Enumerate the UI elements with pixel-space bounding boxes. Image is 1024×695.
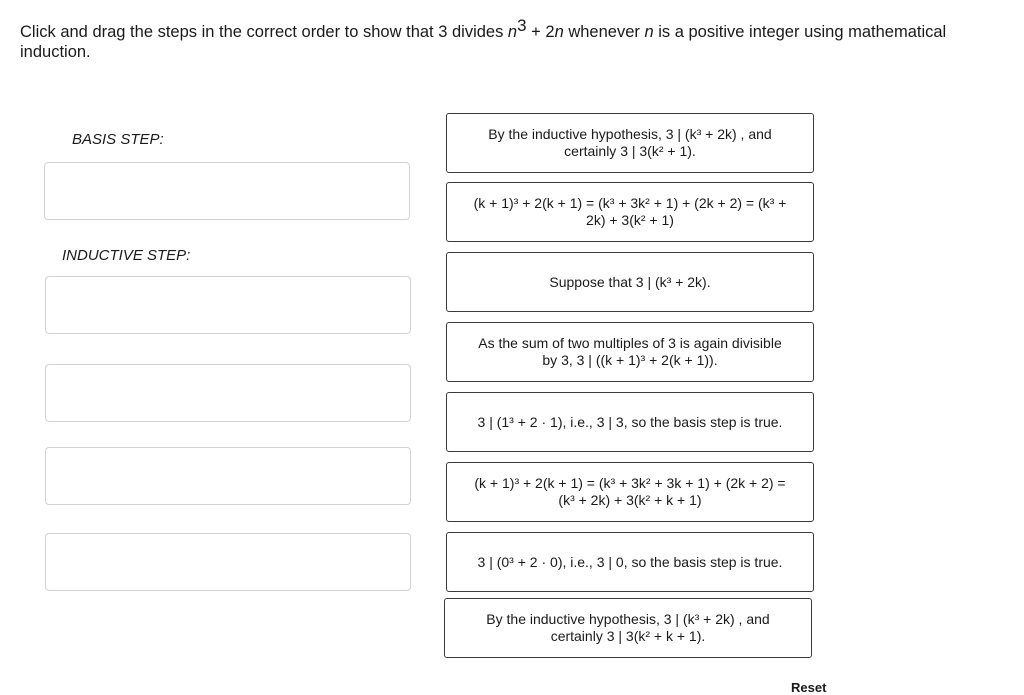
card-text-line: As the sum of two multiples of 3 is again divisible: [478, 335, 782, 351]
draggable-step-card[interactable]: [446, 392, 814, 452]
prompt-exponent: 3: [517, 16, 527, 35]
draggable-step-card[interactable]: [446, 462, 814, 522]
prompt-text: is a positive integer using mathematical induction.: [20, 23, 947, 61]
basis-step-label: BASIS STEP:: [72, 131, 164, 148]
inductive-step-dropzone-1[interactable]: [45, 276, 411, 334]
draggable-step-card[interactable]: [446, 252, 814, 312]
prompt-variable-n: n: [644, 23, 654, 41]
draggable-step-card[interactable]: [446, 182, 814, 242]
prompt-variable-n: n: [554, 23, 564, 41]
card-text-line: by 3, 3 | ((k + 1)³ + 2(k + 1)).: [542, 352, 718, 368]
card-text-line: (k + 1)³ + 2(k + 1) = (k³ + 3k² + 3k + 1) + (2k + 2) =: [474, 475, 786, 491]
question-prompt: [20, 16, 1000, 62]
prompt-text: Click and drag the steps in the correct order to show that 3 divides: [20, 23, 508, 41]
inductive-step-dropzone-4[interactable]: [45, 533, 411, 591]
draggable-step-card[interactable]: [446, 113, 814, 173]
basis-step-dropzone[interactable]: [44, 162, 410, 220]
prompt-variable-n: n: [507, 23, 518, 41]
card-text-line: certainly 3 | 3(k² + k + 1).: [550, 628, 706, 644]
card-text-line: certainly 3 | 3(k² + 1).: [564, 143, 696, 159]
prompt-text: + 2: [526, 23, 555, 41]
reset-button[interactable]: Reset: [791, 680, 827, 695]
card-text-line: (k + 1)³ + 2(k + 1) = (k³ + 3k² + 1) + (2k + 2) = (k³ +: [473, 195, 787, 211]
draggable-step-card[interactable]: [446, 532, 814, 592]
card-text-line: 3 | (1³ + 2 · 1), i.e., 3 | 3, so the basis step is true.: [477, 413, 783, 430]
card-text-line: By the inductive hypothesis, 3 | (k³ + 2k) , and: [488, 126, 772, 142]
card-text-line: Suppose that 3 | (k³ + 2k).: [549, 273, 711, 290]
draggable-step-card[interactable]: [446, 322, 814, 382]
inductive-step-dropzone-2[interactable]: [45, 364, 411, 422]
card-text-line: By the inductive hypothesis, 3 | (k³ + 2k) , and: [486, 611, 770, 627]
inductive-step-label: INDUCTIVE STEP:: [62, 247, 191, 264]
draggable-step-card[interactable]: [444, 598, 812, 658]
inductive-step-dropzone-3[interactable]: [45, 447, 411, 505]
card-text-line: (k³ + 2k) + 3(k² + k + 1): [558, 492, 702, 508]
prompt-text: whenever: [563, 23, 645, 41]
card-text-line: 3 | (0³ + 2 · 0), i.e., 3 | 0, so the basis step is true.: [477, 553, 783, 570]
card-text-line: 2k) + 3(k² + 1): [586, 212, 674, 228]
